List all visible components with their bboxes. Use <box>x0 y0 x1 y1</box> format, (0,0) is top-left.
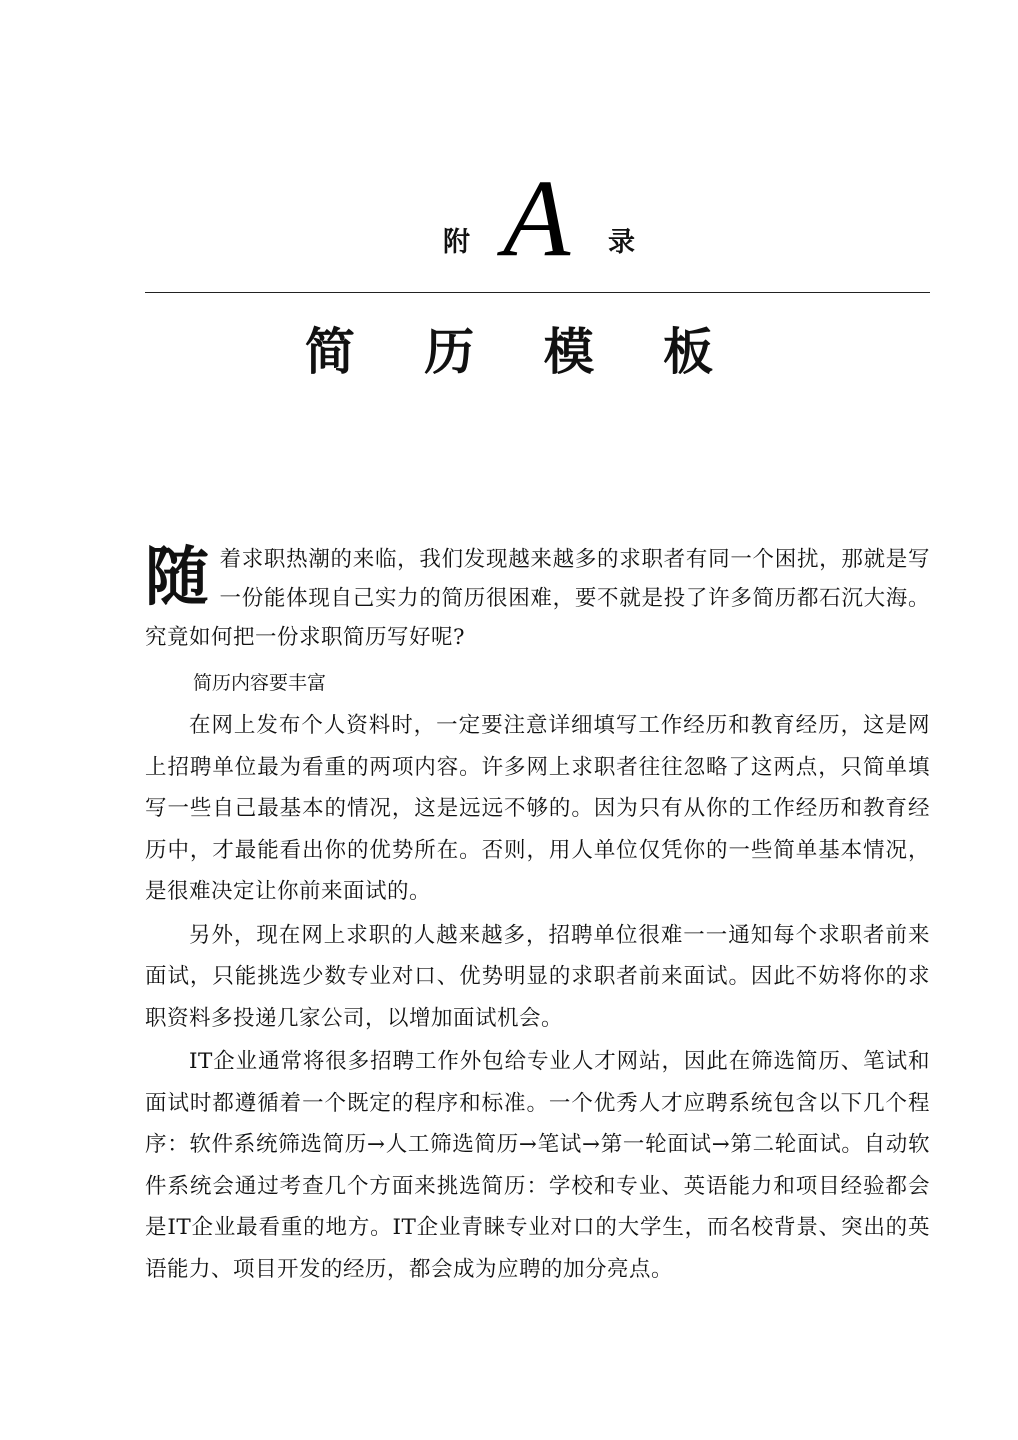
section-heading: 简历内容要丰富 <box>193 672 327 694</box>
appendix-label-right: 录 <box>608 227 635 258</box>
drop-cap: 随 <box>145 541 210 615</box>
heading-divider <box>145 292 930 293</box>
intro-text: 着求职热潮的来临，我们发现越来越多的求职者有同一个困扰，那就是写一份能体现自己实力的简历很困难，要不就是投了许多简历都石沉大海。究竟如何把一份求职简历写好呢? <box>145 547 930 650</box>
body-text <box>145 540 930 1292</box>
intro-paragraph <box>145 540 930 657</box>
page-title: 简 历 模 板 <box>304 323 740 381</box>
paragraph-1: 在网上发布个人资料时，一定要注意详细填写工作经历和教育经历，这是网上招聘单位最为看重的两项内容。许多网上求职者往往忽略了这两点，只简单填写一些自己最基本的情况，这是远远不够的。因为只有从你的工作经历和教育经历中，才最能看出你的优势所在。否则，用人单位仅凭你的一些简单基本情况，是很难决定让你前来面试的。 <box>145 713 930 904</box>
appendix-label-left: 附 <box>443 227 470 258</box>
paragraph-2: 另外，现在网上求职的人越来越多，招聘单位很难一一通知每个求职者前来面试，只能挑选少数专业对口、优势明显的求职者前来面试。因此不妨将你的求职资料多投递几家公司，以增加面试机会。 <box>145 922 930 1031</box>
paragraph-3: IT企业通常将很多招聘工作外包给专业人才网站，因此在筛选简历、笔试和面试时都遵循着一个既定的程序和标准。一个优秀人才应聘系统包含以下几个程序：软件系统筛选简历→人工筛选简历→笔试→第一轮面试→第二轮面试。自动软件系统会通过考查几个方面来挑选简历：学校和专业、英语能力和项目经验都会是IT企业最看重的地方。IT企业青睐专业对口的大学生，而名校背景、突出的英语能力、项目开发的经历，都会成为应聘的加分亮点。 <box>145 1049 930 1282</box>
appendix-letter: A <box>503 157 571 279</box>
appendix-heading <box>0 157 1018 279</box>
